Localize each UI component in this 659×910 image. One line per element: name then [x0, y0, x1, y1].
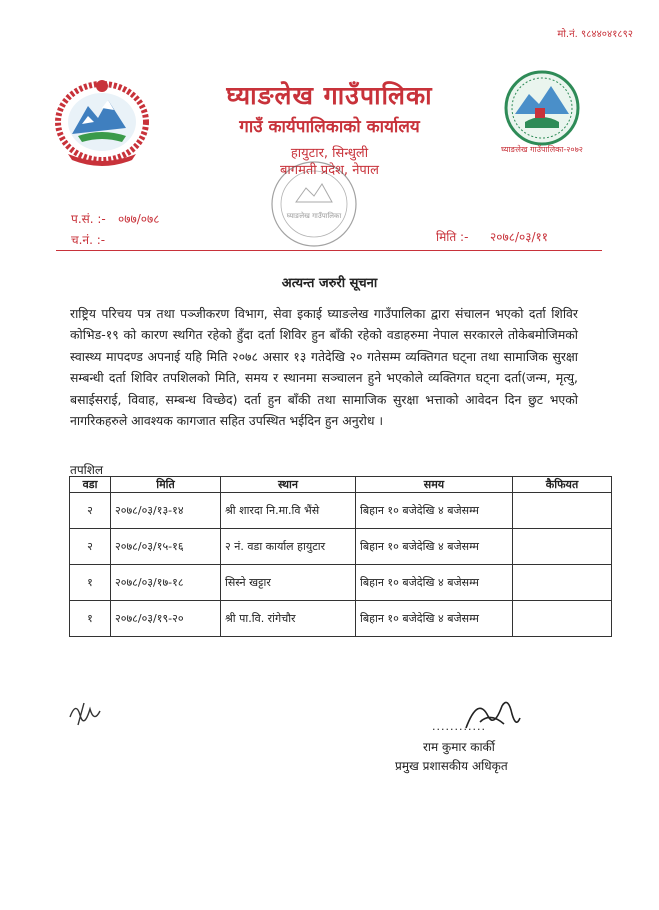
remarks-cell	[513, 565, 612, 601]
location-cell: सिस्ने खट्टार	[221, 565, 356, 601]
date-cell: २०७८/०३/१९-२०	[111, 601, 221, 637]
time-cell: बिहान १० बजेदेखि ४ बजेसम्म	[356, 529, 513, 565]
ward-cell: १	[70, 565, 111, 601]
remarks-cell	[513, 493, 612, 529]
ward-cell: २	[70, 493, 111, 529]
mobile-number: मो.नं. ९८४४०४१८९२	[557, 29, 633, 40]
office-stamp-icon	[268, 158, 360, 250]
time-cell: बिहान १० बजेदेखि ४ बजेसम्म	[356, 565, 513, 601]
column-header-date: मिति	[111, 477, 221, 493]
table-row	[70, 601, 612, 637]
table-header-row	[70, 477, 612, 493]
signer-name: राम कुमार कार्की	[423, 740, 495, 754]
header-divider	[56, 250, 602, 251]
date-cell: २०७८/०३/१५-१६	[111, 529, 221, 565]
reference-label: प.सं. :-	[71, 212, 106, 226]
time-cell: बिहान १० बजेदेखि ४ बजेसम्म	[356, 493, 513, 529]
location-cell: २ नं. वडा कार्याल हायुटार	[221, 529, 356, 565]
table-row	[70, 493, 612, 529]
location-cell: श्री पा.वि. रांगेचौर	[221, 601, 356, 637]
signature-line: ............	[432, 720, 486, 733]
stamp-text: घ्याङलेख गाउँपालिका	[286, 212, 342, 220]
office-name: गाउँ कार्यपालिकाको कार्यालय	[239, 117, 420, 137]
address-line-1: हायुटार, सिन्धुली	[290, 146, 369, 161]
column-header-remarks: कैफियत	[513, 477, 612, 493]
time-cell: बिहान १० बजेदेखि ४ बजेसम्म	[356, 601, 513, 637]
notice-body: राष्ट्रिय परिचय पत्र तथा पञ्जीकरण विभाग, सेवा इकाई घ्याङलेख गाउँपालिका द्वारा संचालन भएको दर्ता शिविर कोभिड-१९ को कारण स्थगित रहेको हुँदा दर्ता शिविर हुन बाँकी रहेको वडाहरुमा नेपाल सरकारले तोकेबमोजिमको स्वास्थ्य मापदण्ड अपनाई यहि मिति २०७८ असार १३ गतेदेखि २० गतेसम्म व्यक्तिगत घट्ना तथा सामाजिक सुरक्षा सम्बन्धी दर्ता शिविर तपशिलको मिति, समय र स्थानमा सञ्चालन हुने भएकोले व्यक्तिगत घट्ना दर्ता(जन्म, मृत्यु, बसाईसराई, विवाह, सम्बन्ध विच्छेद) दर्ता हुन बाँकी तथा सामाजिक सुरक्षा भत्ताको आवेदन दिन छुट भएको नागरिकहरुले आवश्यक कागजात सहित उपस्थित भईदिन हुन अनुरोध ।	[70, 306, 578, 429]
column-header-ward: वडा	[70, 477, 111, 493]
location-cell: श्री शारदा नि.मा.वि भैंसे	[221, 493, 356, 529]
right-emblem-caption: घ्याङलेख गाउँपालिका-२०७२	[501, 145, 583, 154]
date-cell: २०७८/०३/१३-१४	[111, 493, 221, 529]
ward-cell: १	[70, 601, 111, 637]
dispatch-number-label: च.नं. :-	[71, 233, 106, 247]
signer-title: प्रमुख प्रशासकीय अधिकृत	[395, 759, 508, 773]
notice-heading: अत्यन्त जरुरी सूचना	[281, 276, 378, 291]
organization-name: घ्याङलेख गाउँपालिका	[226, 81, 433, 110]
date-value: २०७८/०३/११	[490, 230, 549, 244]
column-header-location: स्थान	[221, 477, 356, 493]
reference-number: ०७७/०७८	[118, 212, 160, 226]
schedule-caption: तपशिल	[70, 463, 104, 477]
address-line-2: बागमती प्रदेश, नेपाल	[280, 163, 379, 178]
remarks-cell	[513, 529, 612, 565]
table-row	[70, 529, 612, 565]
date-cell: २०७८/०३/१७-१८	[111, 565, 221, 601]
remarks-cell	[513, 601, 612, 637]
ward-cell: २	[70, 529, 111, 565]
column-header-time: समय	[356, 477, 513, 493]
date-label: मिति :-	[436, 230, 469, 244]
schedule-table	[69, 476, 612, 637]
initial-signature-icon	[64, 695, 106, 731]
table-row	[70, 565, 612, 601]
